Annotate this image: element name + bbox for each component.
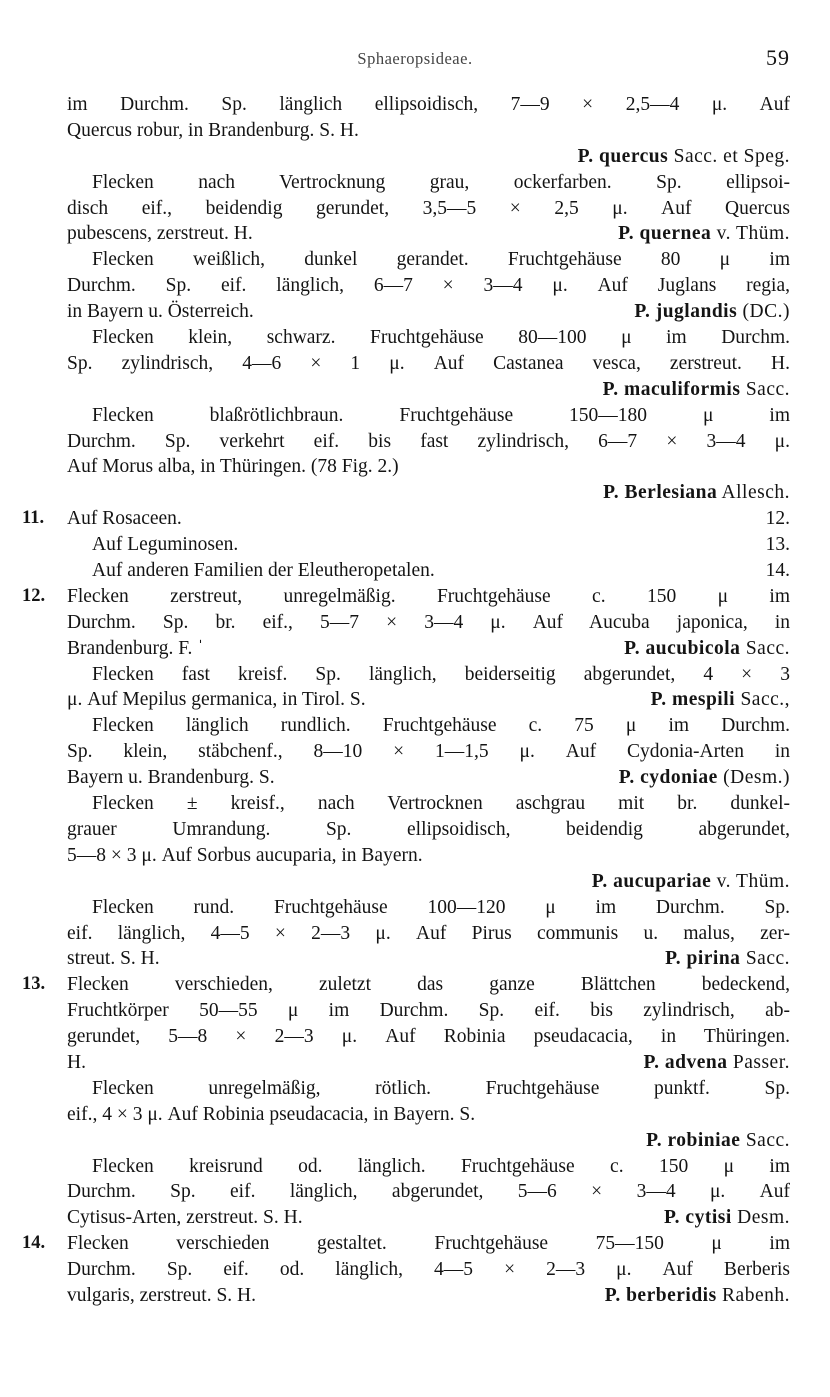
- line-text: Flecken rund. Fruchtgehäuse 100—120 μ im Durchm. Sp.: [92, 896, 790, 918]
- text-line: [67, 118, 790, 144]
- line-text: Flecken unregelmäßig, rötlich. Fruchtgehäuse punktf. Sp.: [92, 1077, 790, 1099]
- text-line: [67, 325, 790, 351]
- text-line: [67, 1076, 790, 1102]
- text-line: [67, 1154, 790, 1180]
- species-name: [603, 377, 790, 403]
- couplet-reference: 13.: [765, 534, 790, 556]
- line-text: Flecken kreisrund od. länglich. Fruchtgehäuse c. 150 μ im: [92, 1155, 790, 1177]
- couplet-reference: 12.: [765, 508, 790, 530]
- line-text: Quercus robur, in Brandenburg. S. H.: [67, 119, 359, 141]
- species-author: Sacc.,: [735, 689, 790, 711]
- text-line: [67, 636, 790, 662]
- species-name: [619, 765, 790, 791]
- line-text: Auf anderen Familien der Eleutheropetalen.: [92, 560, 435, 582]
- species-name: [605, 1283, 790, 1309]
- text-line: [67, 739, 790, 765]
- line-text: Flecken länglich rundlich. Fruchtgehäuse c. 75 μ im Durchm.: [92, 715, 790, 737]
- text-line: [67, 429, 790, 455]
- text-line: [67, 791, 790, 817]
- species-epithet: P. quercus: [577, 145, 669, 167]
- line-text: vulgaris, zerstreut. S. H.: [67, 1284, 257, 1306]
- species-name: [664, 1205, 790, 1231]
- line-text: streut. S. H.: [67, 948, 160, 970]
- text-line: [67, 946, 790, 972]
- key-text: [22, 92, 790, 1309]
- line-text: Durchm. Sp. eif. länglich, 6—7 × 3—4 μ. Auf Juglans regia,: [67, 275, 790, 297]
- line-text: eif. länglich, 4—5 × 2—3 μ. Auf Pirus communis u. malus, zer-: [67, 922, 790, 944]
- text-line: [22, 972, 790, 998]
- line-text: im Durchm. Sp. länglich ellipsoidisch, 7—9 × 2,5—4 μ. Auf: [67, 94, 790, 115]
- line-text: gerundet, 5—8 × 2—3 μ. Auf Robinia pseudacacia, in Thüringen.: [67, 1026, 790, 1048]
- text-line: [67, 1128, 790, 1154]
- text-line: [67, 377, 790, 403]
- page-header: [0, 45, 830, 75]
- text-line: [67, 351, 790, 377]
- line-text: grauer Umrandung. Sp. ellipsoidisch, beidendig abgerundet,: [67, 818, 790, 840]
- text-line: [67, 662, 790, 688]
- line-text: H.: [67, 1051, 86, 1073]
- text-line: [67, 1179, 790, 1205]
- text-line: [67, 765, 790, 791]
- species-name: [624, 636, 790, 662]
- line-text: Fruchtkörper 50—55 μ im Durchm. Sp. eif. bis zylindrisch, ab-: [67, 1000, 790, 1022]
- species-epithet: P. advena: [643, 1051, 728, 1073]
- species-epithet: P. juglandis: [634, 301, 738, 323]
- species-author: Sacc.: [740, 948, 790, 970]
- species-name: [618, 221, 790, 247]
- species-epithet: P. maculiformis: [602, 378, 741, 400]
- text-line: [67, 454, 790, 480]
- text-line: [67, 817, 790, 843]
- species-author: (DC.): [737, 301, 790, 323]
- text-line: [67, 144, 790, 170]
- line-text: pubescens, zerstreut. H.: [67, 223, 253, 245]
- text-line: [67, 998, 790, 1024]
- text-line: [67, 532, 790, 558]
- line-text: Flecken fast kreisf. Sp. länglich, beiderseitig abgerundet, 4 × 3: [92, 663, 790, 685]
- species-epithet: P. aucubicola: [624, 637, 741, 659]
- line-text: μ. Auf Mepilus germanica, in Tirol. S.: [67, 689, 366, 711]
- species-epithet: P. robiniae: [646, 1129, 741, 1151]
- species-author: Sacc.: [740, 378, 790, 400]
- line-text: Durchm. Sp. verkehrt eif. bis fast zylindrisch, 6—7 × 3—4 μ.: [67, 430, 790, 452]
- line-text: Brandenburg. F. ˈ: [67, 637, 204, 659]
- species-name: [578, 144, 790, 170]
- text-line: [67, 558, 790, 584]
- line-text: Bayern u. Brandenburg. S.: [67, 767, 275, 789]
- text-line: [67, 273, 790, 299]
- text-line: [67, 1024, 790, 1050]
- species-author: v. Thüm.: [711, 870, 790, 892]
- running-title: Sphaeropsideae.: [357, 49, 473, 68]
- line-text: Flecken verschieden, zuletzt das ganze Blättchen bedeckend,: [67, 974, 790, 996]
- line-text: Cytisus-Arten, zerstreut. S. H.: [67, 1207, 303, 1229]
- species-epithet: P. cydoniae: [618, 767, 718, 789]
- species-author: Desm.: [731, 1207, 790, 1229]
- line-text: Flecken weißlich, dunkel gerandet. Fruchtgehäuse 80 μ im: [92, 249, 790, 271]
- line-text: Auf Rosaceen.: [67, 508, 182, 530]
- species-name: [651, 687, 790, 713]
- text-line: [67, 921, 790, 947]
- species-name: [603, 480, 790, 506]
- species-name: [646, 1128, 790, 1154]
- text-line: [67, 170, 790, 196]
- species-author: Sacc.: [740, 1129, 790, 1151]
- species-author: Rabenh.: [716, 1284, 790, 1306]
- text-line: [67, 1050, 790, 1076]
- couplet-number: 14.: [22, 1233, 46, 1254]
- species-epithet: P. quernea: [618, 223, 712, 245]
- text-line: [67, 480, 790, 506]
- text-line: [67, 1257, 790, 1283]
- text-line: [67, 196, 790, 222]
- text-line: [67, 1102, 790, 1128]
- species-epithet: P. berberidis: [604, 1284, 717, 1306]
- line-text: Auf Leguminosen.: [92, 534, 239, 556]
- text-line: [67, 843, 790, 869]
- line-text: Sp. klein, stäbchenf., 8—10 × 1—1,5 μ. Auf Cydonia-Arten in: [67, 741, 790, 763]
- text-line: [67, 713, 790, 739]
- line-text: eif., 4 × 3 μ. Auf Robinia pseudacacia, in Bayern. S.: [67, 1103, 476, 1125]
- species-name: [634, 299, 790, 325]
- species-author: Sacc.: [740, 637, 790, 659]
- species-author: v. Thüm.: [711, 223, 790, 245]
- line-text: Durchm. Sp. br. eif., 5—7 × 3—4 μ. Auf Aucuba japonica, in: [67, 611, 790, 633]
- text-line: [67, 895, 790, 921]
- text-line: [67, 1283, 790, 1309]
- text-line: [67, 403, 790, 429]
- text-line: [22, 506, 790, 532]
- species-epithet: P. aucupariae: [591, 870, 712, 892]
- text-line: [67, 247, 790, 273]
- text-line: [67, 687, 790, 713]
- line-text: Auf Morus alba, in Thüringen. (78 Fig. 2.): [67, 456, 399, 478]
- couplet-number: 13.: [22, 974, 46, 995]
- line-text: Flecken verschieden gestaltet. Fruchtgehäuse 75—150 μ im: [67, 1233, 790, 1255]
- line-text: Flecken ± kreisf., nach Vertrocknen aschgrau mit br. dunkel-: [92, 793, 790, 815]
- page-number: 59: [766, 45, 790, 70]
- line-text: Flecken nach Vertrocknung grau, ockerfarben. Sp. ellipsoi-: [92, 171, 790, 193]
- species-author: (Desm.): [717, 767, 790, 789]
- line-text: Flecken zerstreut, unregelmäßig. Fruchtgehäuse c. 150 μ im: [67, 585, 790, 607]
- species-author: Sacc. et Speg.: [668, 145, 790, 167]
- species-epithet: P. Berlesiana: [603, 482, 718, 504]
- line-text: disch eif., beidendig gerundet, 3,5—5 × 2,5 μ. Auf Quercus: [67, 197, 790, 219]
- couplet-number: 12.: [22, 585, 46, 606]
- text-line: [67, 299, 790, 325]
- text-line: [67, 869, 790, 895]
- line-text: Durchm. Sp. eif. od. länglich, 4—5 × 2—3 μ. Auf Berberis: [67, 1259, 790, 1281]
- text-line: [67, 1205, 790, 1231]
- line-text: in Bayern u. Österreich.: [67, 301, 254, 323]
- species-epithet: P. mespili: [650, 689, 736, 711]
- couplet-reference: 14.: [765, 560, 790, 582]
- line-text: Durchm. Sp. eif. länglich, abgerundet, 5—6 × 3—4 μ. Auf: [67, 1181, 790, 1203]
- line-text: 5—8 × 3 μ. Auf Sorbus aucuparia, in Bayern.: [67, 844, 423, 866]
- species-author: Passer.: [727, 1051, 790, 1073]
- species-name: [665, 946, 790, 972]
- text-line: [22, 584, 790, 610]
- text-line: [22, 1231, 790, 1257]
- species-author: Allesch.: [717, 482, 790, 504]
- couplet-number: 11.: [22, 508, 45, 529]
- text-line: [67, 221, 790, 247]
- line-text: Flecken klein, schwarz. Fruchtgehäuse 80—100 μ im Durchm.: [92, 327, 790, 349]
- species-name: [644, 1050, 790, 1076]
- species-name: [592, 869, 790, 895]
- text-line: [67, 610, 790, 636]
- species-epithet: P. pirina: [665, 948, 741, 970]
- line-text: Sp. zylindrisch, 4—6 × 1 μ. Auf Castanea vesca, zerstreut. H.: [67, 352, 790, 374]
- species-epithet: P. cytisi: [664, 1207, 732, 1229]
- text-line: [67, 92, 790, 118]
- line-text: Flecken blaßrötlichbraun. Fruchtgehäuse 150—180 μ im: [92, 404, 790, 426]
